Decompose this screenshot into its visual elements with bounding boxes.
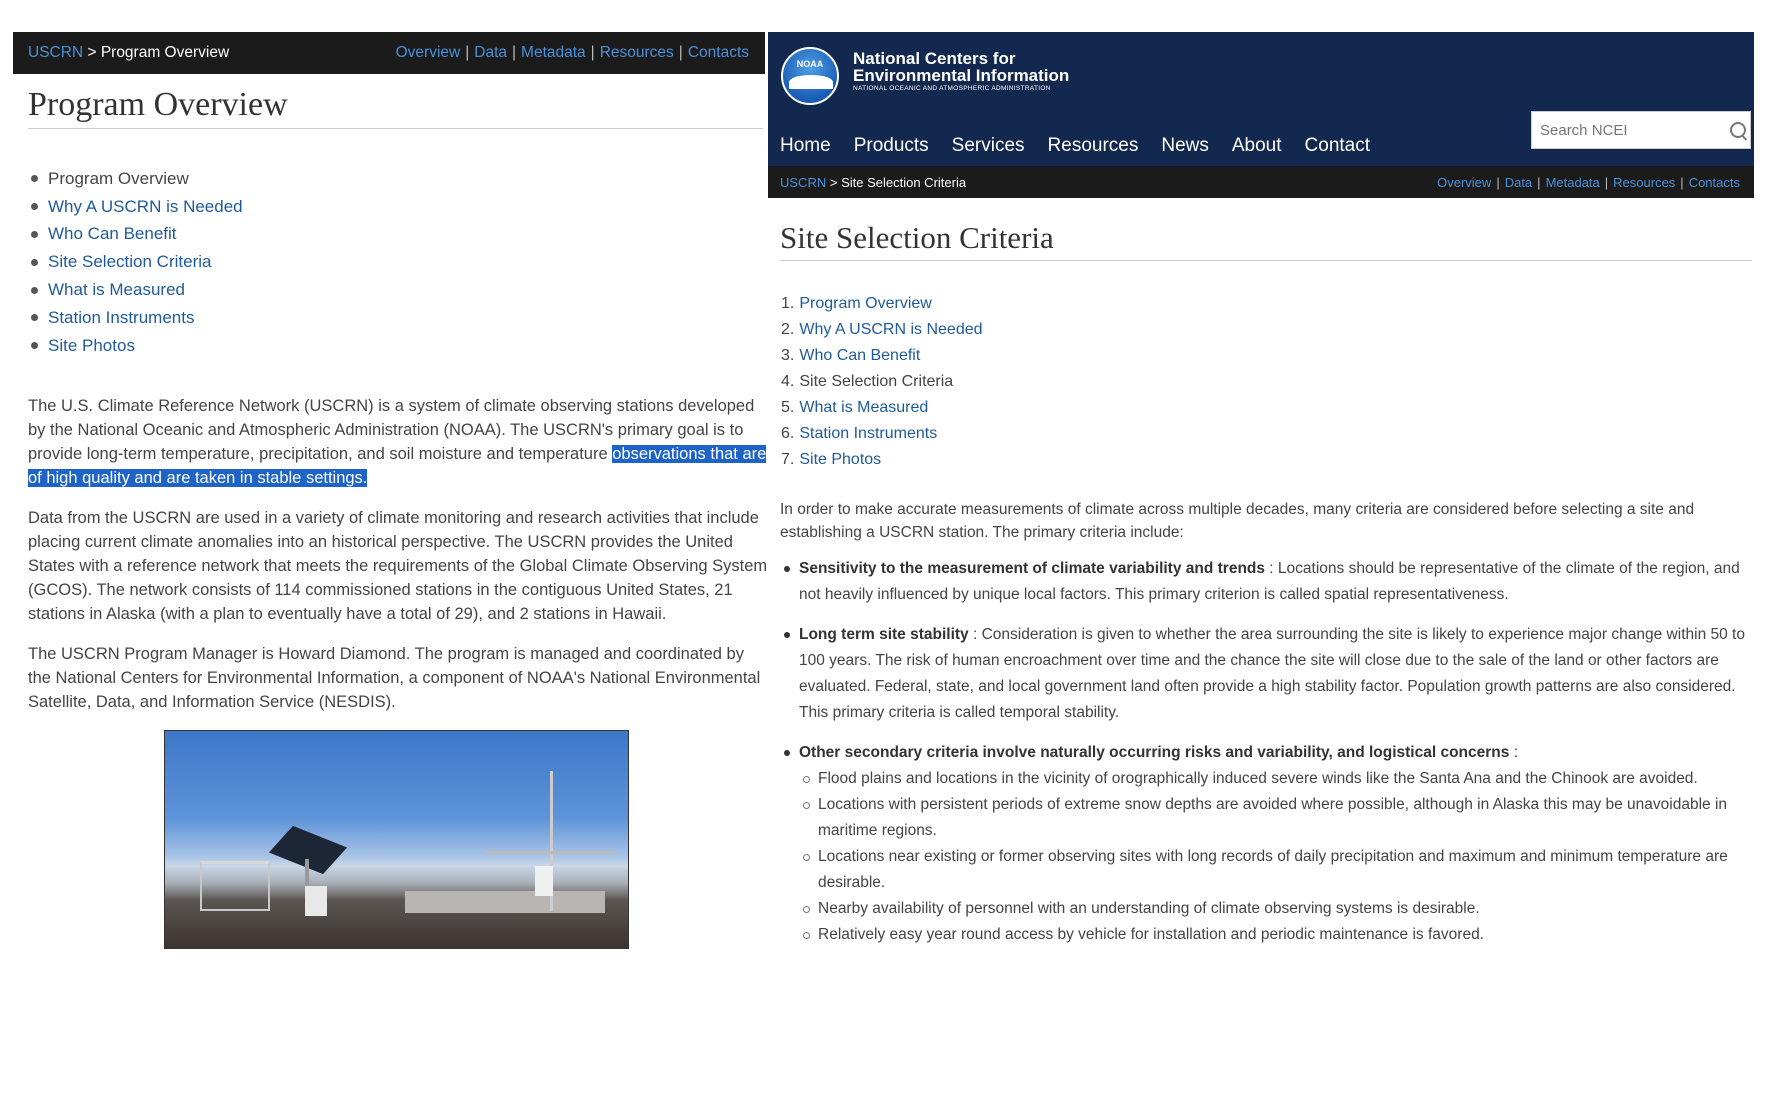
bullet-icon (784, 750, 790, 756)
data-use-paragraph: Data from the USCRN are used in a variety of climate monitoring and research activities that include placing current climate anomalies into an historical perspective. The USCRN provides the United States with a reference network that meets the requirements of the Global Climate Observing System (GCOS). The network consists of 114 commissioned stations in the contiguous United States, 21 stations in Alaska (with a plan to eventually have a total of 29), and 2 stations in Hawaii. (28, 508, 768, 623)
criteria-heading: Other secondary criteria involve naturally occurring risks and variability, and logistical concerns (799, 744, 1510, 761)
logo-text: NOAA (796, 59, 824, 69)
topnav-separator: | (590, 44, 595, 61)
breadcrumb-uscrn-link[interactable]: USCRN (780, 174, 827, 190)
menu-item (31, 193, 765, 221)
right-breadcrumb-bar (768, 166, 1754, 198)
menu-number: 6. (781, 425, 795, 442)
nav-home[interactable]: Home (780, 135, 831, 156)
topnav-data[interactable]: Data (474, 44, 507, 61)
equipment-box (305, 886, 327, 916)
org-name[interactable] (853, 50, 1069, 94)
topnav-separator: | (678, 44, 683, 61)
topnav-separator: | (1537, 174, 1541, 190)
criteria-text: : (1509, 744, 1519, 761)
breadcrumb-current: Program Overview (100, 44, 230, 61)
search-box (1531, 111, 1751, 149)
menu-item-current (781, 369, 1754, 395)
intro-paragraph (28, 394, 768, 490)
circle-bullet-icon (803, 802, 810, 809)
topnav-separator: | (1604, 174, 1609, 190)
org-line3: NATIONAL OCEANIC AND ATMOSPHERIC ADMINISTRATION (853, 85, 1051, 92)
search-icon[interactable] (1730, 122, 1746, 138)
secondary-text: Relatively easy year round access by vehicle for installation and periodic maintenance is favored. (818, 926, 1484, 943)
org-line2: Environmental Information (853, 66, 1070, 85)
nav-news[interactable]: News (1161, 135, 1209, 156)
menu-link-site-photos[interactable]: Site Photos (48, 335, 135, 355)
nav-about[interactable]: About (1231, 135, 1282, 156)
menu-number: 1. (781, 295, 795, 312)
secondary-text: Locations near existing or former observing sites with long records of daily precipitation and maximum and minimum temperature are desirable. (818, 848, 1728, 891)
topnav-separator: | (1680, 174, 1684, 190)
list-item (799, 766, 1755, 792)
menu-link-why-needed[interactable]: Why A USCRN is Needed (48, 196, 243, 216)
topnav-resources[interactable]: Resources (1613, 174, 1676, 190)
secondary-text: Nearby availability of personnel with an understanding of climate observing systems is desirable. (818, 900, 1480, 917)
left-breadcrumb (28, 44, 229, 62)
topnav-separator: | (465, 44, 470, 61)
selected-text[interactable]: observations that are of high quality and are taken in stable settings. (28, 444, 767, 487)
menu-link-why-needed[interactable]: Why A USCRN is Needed (799, 321, 983, 338)
circle-bullet-icon (803, 854, 810, 861)
menu-link-site-selection[interactable]: Site Selection Criteria (48, 252, 212, 272)
criteria-heading: Sensitivity to the measurement of climate variability and trends (799, 560, 1265, 577)
search-input[interactable] (1538, 121, 1722, 140)
criteria-heading: Long term site stability (799, 626, 969, 643)
menu-item (31, 332, 765, 360)
section-menu (31, 165, 765, 360)
menu-link-who-can-benefit[interactable]: Who Can Benefit (48, 224, 177, 244)
topnav-resources[interactable]: Resources (599, 44, 674, 61)
menu-link-what-is-measured[interactable]: What is Measured (48, 280, 185, 300)
criteria-list (780, 556, 1755, 948)
equipment-shed (405, 891, 605, 913)
topnav-contacts[interactable]: Contacts (1688, 174, 1740, 190)
page-title: Program Overview (28, 86, 763, 129)
menu-number: 2. (781, 321, 795, 338)
bullet-icon (784, 566, 790, 572)
menu-item-current (31, 165, 765, 193)
circle-bullet-icon (803, 776, 810, 783)
menu-item (781, 343, 1754, 369)
left-topnav (396, 44, 749, 62)
menu-item (31, 248, 765, 276)
bullet-icon (784, 632, 790, 638)
criteria-item (780, 622, 1755, 726)
menu-link-who-can-benefit[interactable]: Who Can Benefit (799, 347, 921, 364)
bullet-icon (31, 342, 38, 349)
criteria-item (780, 556, 1755, 608)
breadcrumb-separator: > (829, 174, 838, 190)
menu-link-program-overview[interactable]: Program Overview (799, 295, 932, 312)
topnav-data[interactable]: Data (1504, 174, 1533, 190)
intro-text: The U.S. Climate Reference Network (USCRN) is a system of climate observing stations developed by the National Oceanic and Atmospheric Administration (NOAA). The USCRN's primary goal is to provide long-term temperature, precipitation, and soil moisture and temperature (28, 396, 755, 463)
menu-number: 3. (781, 347, 795, 364)
criteria-intro: In order to make accurate measurements of climate across multiple decades, many criteria are considered before selecting a site and establishing a USCRN station. The primary criteria include: (780, 501, 1695, 541)
menu-link-what-is-measured[interactable]: What is Measured (799, 399, 929, 416)
menu-link-station-instruments[interactable]: Station Instruments (48, 307, 195, 327)
right-topnav (1437, 175, 1740, 190)
circle-bullet-icon (803, 932, 810, 939)
secondary-text: Flood plains and locations in the vicinity of orographically induced severe winds like the Santa Ana and the Chinook are avoided. (818, 770, 1698, 787)
page-title: Site Selection Criteria (780, 220, 1752, 261)
nav-products[interactable]: Products (853, 135, 929, 156)
station-photo (164, 730, 629, 949)
menu-item (781, 421, 1754, 447)
menu-label: Program Overview (48, 168, 189, 188)
bullet-icon (31, 203, 38, 210)
noaa-logo-icon[interactable] (781, 47, 839, 105)
menu-number: 5. (781, 399, 795, 416)
menu-label: Site Selection Criteria (799, 373, 954, 390)
menu-number: 4. (781, 373, 795, 390)
main-nav (780, 135, 1393, 157)
list-item (799, 792, 1755, 844)
menu-link-site-photos[interactable]: Site Photos (799, 451, 882, 468)
org-line1: National Centers for (853, 49, 1016, 68)
bullet-icon (31, 287, 38, 294)
menu-link-station-instruments[interactable]: Station Instruments (799, 425, 938, 442)
criteria-item (780, 740, 1755, 948)
secondary-text: Locations with persistent periods of extreme snow depths are avoided where possible, although in Alaska this may be unavoidable in maritime regions. (818, 796, 1728, 839)
topnav-separator: | (1496, 174, 1500, 190)
program-manager-paragraph: The USCRN Program Manager is Howard Diamond. The program is managed and coordinated by the National Centers for Environmental Information, a component of NOAA's National Environmental Satellite, Data, and Information Service (NESDIS). (28, 644, 761, 711)
tower-enclosure (535, 866, 553, 896)
criteria-text: : Locations should be representative of the climate of the region, and not heavily influenced by unique local factors. This primary criterion is called spatial representativeness. (799, 560, 1740, 603)
menu-item (31, 276, 765, 304)
breadcrumb-separator: > (87, 44, 97, 61)
menu-item (781, 317, 1754, 343)
secondary-criteria-list (799, 766, 1755, 948)
nav-resources[interactable]: Resources (1047, 135, 1139, 156)
menu-number: 7. (781, 451, 795, 468)
menu-item (781, 291, 1754, 317)
circle-bullet-icon (803, 906, 810, 913)
bullet-icon (31, 231, 38, 238)
nav-services[interactable]: Services (951, 135, 1025, 156)
program-overview-page (13, 32, 768, 982)
criteria-text: : Consideration is given to whether the area surrounding the site is likely to experience major change within 50 to 100 years. The risk of human encroachment over time and the chance the site will close due to the sale of the land or other factors are evaluated. Federal, state, and local government land often provide a high stability factor. Population growth patterns are also considered. This primary criteria is called temporal stability. (799, 626, 1745, 721)
topnav-contacts[interactable]: Contacts (687, 44, 749, 61)
station-fence (200, 861, 270, 911)
menu-item (31, 304, 765, 332)
menu-item (31, 221, 765, 249)
logo-wave (789, 75, 833, 89)
list-item (799, 896, 1755, 922)
left-breadcrumb-bar (13, 32, 765, 74)
bullet-icon (31, 259, 38, 266)
section-menu (781, 291, 1754, 473)
breadcrumb-current: Site Selection Criteria (841, 174, 967, 190)
bullet-icon (31, 175, 38, 182)
right-breadcrumb (780, 175, 966, 190)
breadcrumb-uscrn-link[interactable]: USCRN (28, 44, 84, 61)
list-item (799, 844, 1755, 896)
menu-item (781, 395, 1754, 421)
tower-arm (485, 851, 615, 854)
topnav-metadata[interactable]: Metadata (1545, 174, 1600, 190)
nav-contact[interactable]: Contact (1304, 135, 1371, 156)
site-selection-page (768, 32, 1754, 982)
topnav-separator: | (512, 44, 517, 61)
list-item (799, 922, 1755, 948)
ncei-header (768, 32, 1754, 166)
topnav-metadata[interactable]: Metadata (521, 44, 586, 61)
topnav-overview[interactable]: Overview (1437, 174, 1492, 190)
bullet-icon (31, 314, 38, 321)
topnav-overview[interactable]: Overview (395, 44, 461, 61)
menu-item (781, 447, 1754, 473)
